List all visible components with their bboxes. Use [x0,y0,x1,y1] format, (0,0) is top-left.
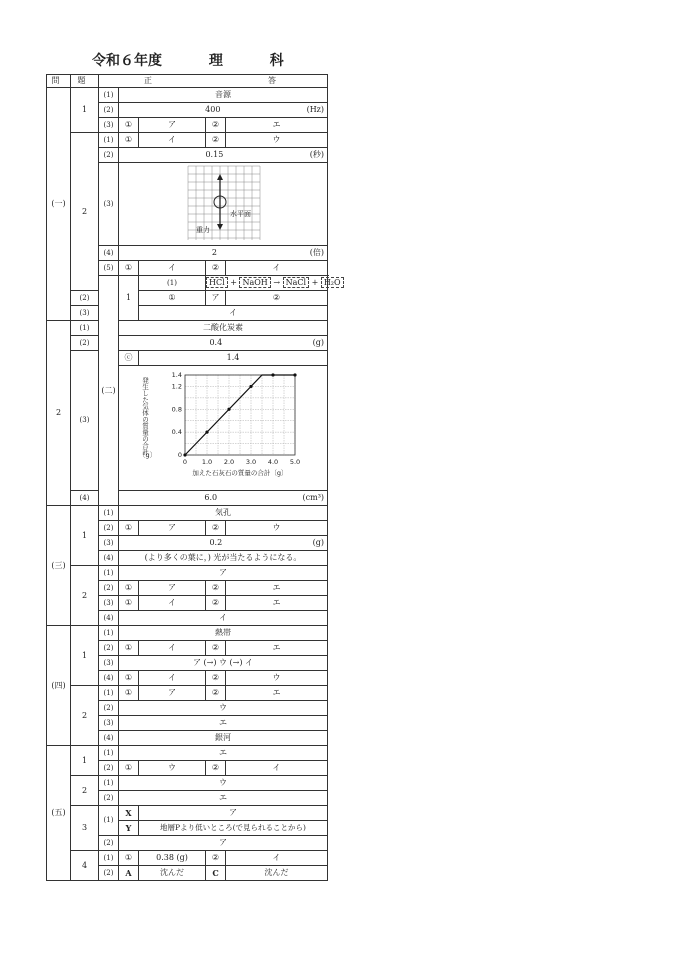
answer-cell: ウ [226,671,328,686]
choice-mark: ② [206,133,226,148]
question-number: 1 [71,746,99,776]
sub-number: (1) [99,506,119,521]
y-tick-label: 1.4 [171,371,182,379]
sub-number: (2) [99,791,119,806]
answer-cell: ア [119,836,328,851]
sub-number: (2) [99,641,119,656]
choice-mark: ① [119,596,139,611]
answer-cell: (より多くの葉に，) 光が当たるようになる。 [119,551,328,566]
choice-mark: ② [226,291,328,306]
section-1: (一) [47,88,71,321]
table-row [47,776,328,791]
sub-number: (2) [99,761,119,776]
answer-cell: 銀河 [119,731,328,746]
sub-number: (2) [99,148,119,163]
choice-mark: ① [119,641,139,656]
question-number: 1 [71,506,99,566]
choice-mark: ① [119,133,139,148]
choice-mark: ② [206,581,226,596]
section-4: (四) [47,626,71,746]
data-point [271,373,274,376]
answer-cell: イ [226,761,328,776]
section-5: (五) [47,746,71,881]
table-row [47,851,328,866]
choice-mark: ② [206,671,226,686]
answer-cell: 2 (倍) [119,246,328,261]
table-row [47,336,328,351]
label-gravity: 重力 [196,226,210,234]
answer-cell: イ [139,306,328,321]
answer-cell: 0.2 (g) [119,536,328,551]
question-number: 4 [71,851,99,881]
sub-number: (2) [99,701,119,716]
y-tick-label: 1.2 [171,382,182,391]
sub-number: (2) [99,521,119,536]
choice-mark: ② [206,851,226,866]
question-number: 2 [71,686,99,746]
table-row [47,133,328,148]
sub-number: (2) [99,103,119,118]
question-number: 3 [71,806,99,851]
y-tick-label: 0.4 [171,428,182,437]
answer-cell: ア [206,291,226,306]
choice-mark: Y [119,821,139,836]
data-point [249,385,252,388]
answer-cell: エ [119,746,328,761]
choice-mark: C [206,866,226,881]
x-tick-label: 2.0 [223,458,235,466]
subject-char-2: 科 [269,53,284,69]
header-answer: 正 答 [99,75,328,88]
answer-cell: ウ [226,133,328,148]
section-3: (三) [47,506,71,626]
answer-cell: イ [139,671,206,686]
sub-number: (2) [71,291,99,306]
answer-cell: エ [226,596,328,611]
answer-cell: 沈んだ [139,866,206,881]
answer-cell: イ [139,596,206,611]
data-point [293,373,296,376]
answer-cell: エ [226,641,328,656]
table-row [47,806,328,821]
sub-number: (5) [99,261,119,276]
sub-number: (3) [71,351,99,491]
data-point [183,453,186,456]
answer-table [46,74,341,881]
table-row [47,626,328,641]
sub-number: (1) [99,746,119,761]
subject-char-1: 理 [208,53,223,69]
chart-cell [119,366,328,491]
answer-cell: イ [226,261,328,276]
question-number: 1 [71,626,99,686]
table-row [47,88,328,103]
label-horizontal-plane: 水平面 [230,210,251,218]
sub-number: (1) [99,851,119,866]
table-row [47,746,328,761]
sub-number: (2) [99,836,119,851]
answer-cell: 熱帯 [119,626,328,641]
sub-number: (1) [99,133,119,148]
answer-cell: 0.4 (g) [119,336,328,351]
force-diagram [168,164,278,242]
choice-mark: ① [119,761,139,776]
answer-cell: ウ [119,701,328,716]
answer-cell: 沈んだ [226,866,328,881]
data-point [205,431,208,434]
section-2: (二) [99,276,119,506]
sub-number: (4) [99,671,119,686]
y-axis-unit: 〔g〕 [139,451,157,459]
year-label: 令和６年度 [92,53,162,69]
sub-number: (1) [99,626,119,641]
choice-mark: ② [206,521,226,536]
choice-mark: ① [119,118,139,133]
question-number: 2 [71,566,99,626]
answer-cell: ア [139,686,206,701]
table-row [47,306,328,321]
sub-number: (3) [71,306,99,321]
header-row [47,75,328,88]
question-number: 2 [71,776,99,806]
answer-cell: 400 (Hz) [119,103,328,118]
answer-cell: 1.4 [139,351,328,366]
sub-number: (1) [99,776,119,791]
answer-cell: 0.15 (秒) [119,148,328,163]
answer-cell: イ [139,133,206,148]
answer-cell: イ [139,261,206,276]
choice-mark: ⓒ [119,351,139,366]
sub-number: (4) [99,551,119,566]
sub-number: (3) [99,536,119,551]
choice-mark: ② [206,761,226,776]
sub-number: (3) [99,596,119,611]
sub-number: (2) [99,581,119,596]
answer-cell: ア [139,118,206,133]
answer-cell: 地層Pより低いところ(で見られることから) [139,821,328,836]
sequence-cell: ア (→) ウ (→) イ [119,656,328,671]
sub-number: (2) [71,336,99,351]
y-axis-label: 発生した気体の質量の合計 [141,377,149,455]
answer-cell: 0.38 (g) [139,851,206,866]
choice-mark: A [119,866,139,881]
sub-number: (4) [99,246,119,261]
choice-mark: X [119,806,139,821]
y-tick-label: 0.8 [171,405,182,414]
answer-cell: イ [119,611,328,626]
x-tick-label: 3.0 [245,458,257,466]
table-row [47,686,328,701]
answer-cell: ウ [119,776,328,791]
table-row [47,291,328,306]
choice-mark: ① [119,261,139,276]
table-row [47,506,328,521]
sub-number: (1) [99,806,119,836]
sub-number: (1) [71,321,99,336]
answer-cell: ウ [139,761,206,776]
table-row [47,321,328,336]
answer-cell: 二酸化炭素 [119,321,328,336]
answer-cell: エ [119,716,328,731]
header-dai: 題 [71,75,99,88]
equation-cell: HCl + NaOH → NaCl + H₂O [206,276,328,291]
choice-mark: ② [206,686,226,701]
answer-cell: ア [139,581,206,596]
x-tick-label: 4.0 [267,458,279,466]
answer-cell: ア [119,566,328,581]
choice-mark: ① [119,851,139,866]
answer-cell: 気孔 [119,506,328,521]
data-point [227,408,230,411]
question-number: 1 [119,276,139,321]
x-tick-label: 5.0 [289,458,301,466]
choice-mark: ② [206,641,226,656]
choice-mark: ① [119,521,139,536]
sub-number: (4) [71,491,99,506]
choice-mark: ① [139,291,206,306]
sub-number: (4) [99,611,119,626]
answer-cell: 6.0 (cm³) [119,491,328,506]
sub-number: (3) [99,118,119,133]
gas-mass-chart [133,367,313,487]
table-row [47,566,328,581]
x-axis-label: 加えた石灰石の質量の合計〔g〕 [192,469,288,477]
choice-mark: ② [206,596,226,611]
force-diagram-cell [119,163,328,246]
choice-mark: ① [119,581,139,596]
answer-cell: ウ [226,521,328,536]
choice-mark: ② [206,261,226,276]
sub-number: (3) [99,716,119,731]
table-row [47,351,328,366]
sub-number: (2) [99,866,119,881]
x-tick-label: 1.0 [201,458,213,466]
answer-cell: 音源 [119,88,328,103]
answer-cell: イ [226,851,328,866]
choice-mark: ① [119,686,139,701]
sub-number: (3) [99,656,119,671]
sub-number: (1) [99,88,119,103]
choice-mark: ② [206,118,226,133]
page-title [92,50,284,70]
x-tick-label: 0 [182,458,188,466]
question-number: 2 [47,321,71,506]
question-number: 1 [71,88,99,133]
answer-cell: ア [139,521,206,536]
answer-cell: イ [139,641,206,656]
header-mon: 問 [47,75,71,88]
question-number: 2 [71,133,99,291]
choice-mark: ① [119,671,139,686]
answer-cell: エ [226,686,328,701]
answer-cell: エ [119,791,328,806]
sub-number: (3) [99,163,119,246]
sub-number: (1) [99,686,119,701]
sub-number: (1) [99,566,119,581]
y-tick-label: 0 [177,451,182,459]
table-row [47,491,328,506]
answer-cell: エ [226,581,328,596]
answer-cell: ア [139,806,328,821]
sub-number: (4) [99,731,119,746]
sub-number: (1) [139,276,206,291]
answer-cell: エ [226,118,328,133]
